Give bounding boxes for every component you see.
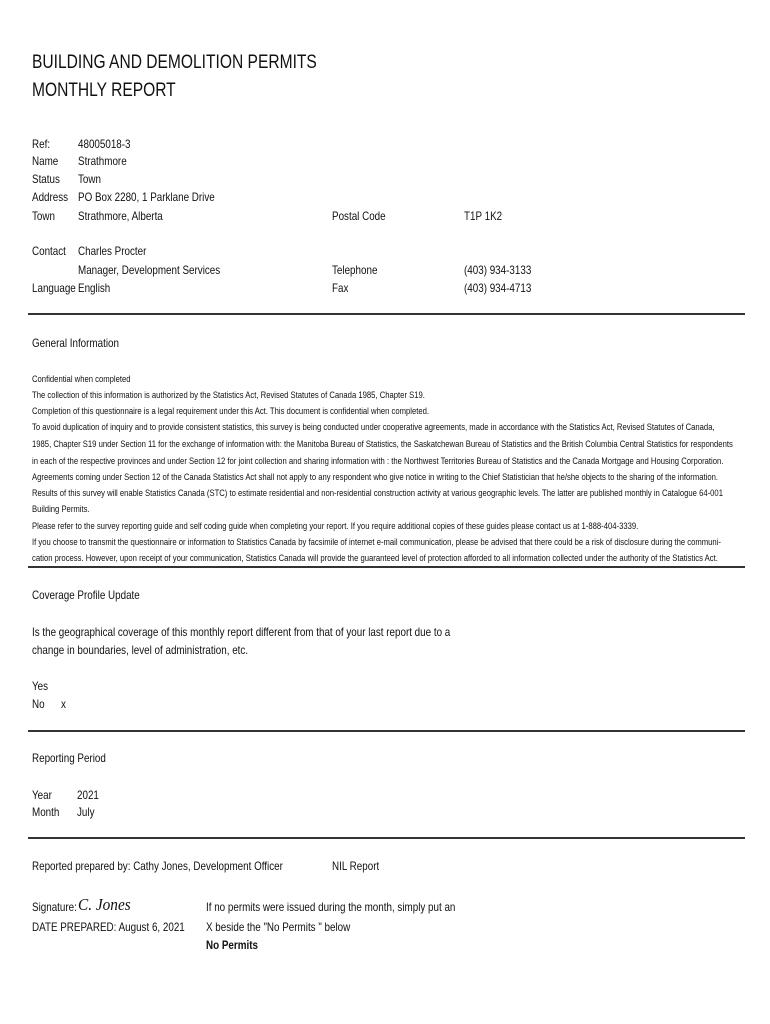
postal-code-value: T1P 1K2	[464, 209, 503, 223]
town-label: Town	[32, 209, 55, 223]
language-label: Language	[32, 281, 76, 295]
nil-instructions-line1: If no permits were issued during the month, simply put an	[206, 900, 456, 914]
report-title-line2: MONTHLY REPORT	[32, 80, 176, 101]
notice-line: in each of the respective provinces and under Section 12 for joint collection and sharing information with : the Northwest Territories Bureau of Statistics and the Canada Mortgage and Housing Corporation.	[32, 456, 724, 467]
telephone-value: (403) 934-3133	[464, 263, 532, 277]
notice-line: Results of this survey will enable Statistics Canada (STC) to estimate residential and non-residential construction activity at various geographic levels. The latter are published monthly in Catalogue 64-001	[32, 488, 723, 499]
notice-line: Confidential when completed	[32, 374, 131, 385]
coverage-yes-option[interactable]: Yes	[32, 679, 49, 693]
signature: C. Jones	[78, 895, 131, 914]
town-value: Strathmore, Alberta	[78, 209, 163, 223]
no-permits-option[interactable]: No Permits	[206, 938, 258, 952]
general-information-heading: General Information	[32, 336, 119, 350]
status-value: Town	[78, 172, 101, 186]
year-label: Year	[32, 788, 52, 802]
prepared-by: Reported prepared by: Cathy Jones, Development Officer	[32, 859, 283, 873]
section-divider	[28, 730, 745, 732]
fax-label: Fax	[332, 281, 349, 295]
section-divider	[28, 837, 745, 839]
notice-line: If you choose to transmit the questionnaire or information to Statistics Canada by facsimile of internet e-mail communication, please be advised that there could be a risk of disclosure during the communi-	[32, 537, 721, 548]
coverage-no-checkmark: x	[61, 697, 66, 711]
notice-line: The collection of this information is authorized by the Statistics Act, Revised Statutes of Canada 1985, Chapter S19.	[32, 390, 425, 401]
notice-line: Agreements coming under Section 12 of the Canada Statistics Act shall not apply to any respondent who give notice in writing to the Chief Statistician that he/she objects to the sharing of the information.	[32, 472, 719, 483]
coverage-no-option[interactable]: No	[32, 697, 45, 711]
nil-report-heading: NIL Report	[332, 859, 380, 873]
date-prepared: DATE PREPARED: August 6, 2021	[32, 920, 185, 934]
address-label: Address	[32, 190, 69, 204]
report-title-line1: BUILDING AND DEMOLITION PERMITS	[32, 52, 317, 73]
coverage-question-line2: change in boundaries, level of administration, etc.	[32, 643, 249, 657]
notice-line: Please refer to the survey reporting guide and self coding guide when completing your report. If you require additional copies of these guides please contact us at 1-888-404-3339.	[32, 521, 639, 532]
year-value: 2021	[77, 788, 99, 802]
address-value: PO Box 2280, 1 Parklane Drive	[78, 190, 215, 204]
notice-line: 1985, Chapter S19 under Section 11 for the exchange of information with: the Manitoba Bureau of Statistics, the Saskatchewan Bureau of Statistics and the British Columbia Central Statistics for respondents	[32, 439, 733, 450]
section-divider	[28, 566, 745, 568]
status-label: Status	[32, 172, 60, 186]
month-value: July	[77, 805, 95, 819]
month-label: Month	[32, 805, 60, 819]
signature-label: Signature:	[32, 900, 77, 914]
notice-line: To avoid duplication of inquiry and to provide consistent statistics, this survey is being conducted under cooperative agreements, made in accordance with the Statistics Act, Revised Statutes of Canada,	[32, 422, 715, 433]
ref-label: Ref:	[32, 137, 51, 151]
language-value: English	[78, 281, 111, 295]
nil-instructions-line2: X beside the "No Permits " below	[206, 920, 351, 934]
coverage-question-line1: Is the geographical coverage of this monthly report different from that of your last report due to a	[32, 625, 451, 639]
fax-value: (403) 934-4713	[464, 281, 532, 295]
telephone-label: Telephone	[332, 263, 378, 277]
ref-value: 48005018-3	[78, 137, 131, 151]
reporting-period-heading: Reporting Period	[32, 751, 106, 765]
notice-line: Building Permits.	[32, 504, 90, 515]
name-value: Strathmore	[78, 154, 127, 168]
postal-code-label: Postal Code	[332, 209, 386, 223]
contact-name: Charles Procter	[78, 244, 147, 258]
notice-line: cation process. However, upon receipt of your communication, Statistics Canada will provide the guaranteed level of protection afforded to all information collected under the authority of the Statistics Act.	[32, 553, 718, 564]
contact-label: Contact	[32, 244, 66, 258]
contact-title: Manager, Development Services	[78, 263, 221, 277]
coverage-heading: Coverage Profile Update	[32, 588, 140, 602]
notice-line: Completion of this questionnaire is a legal requirement under this Act. This document is confidential when completed.	[32, 406, 430, 417]
name-label: Name	[32, 154, 59, 168]
section-divider	[28, 313, 745, 315]
